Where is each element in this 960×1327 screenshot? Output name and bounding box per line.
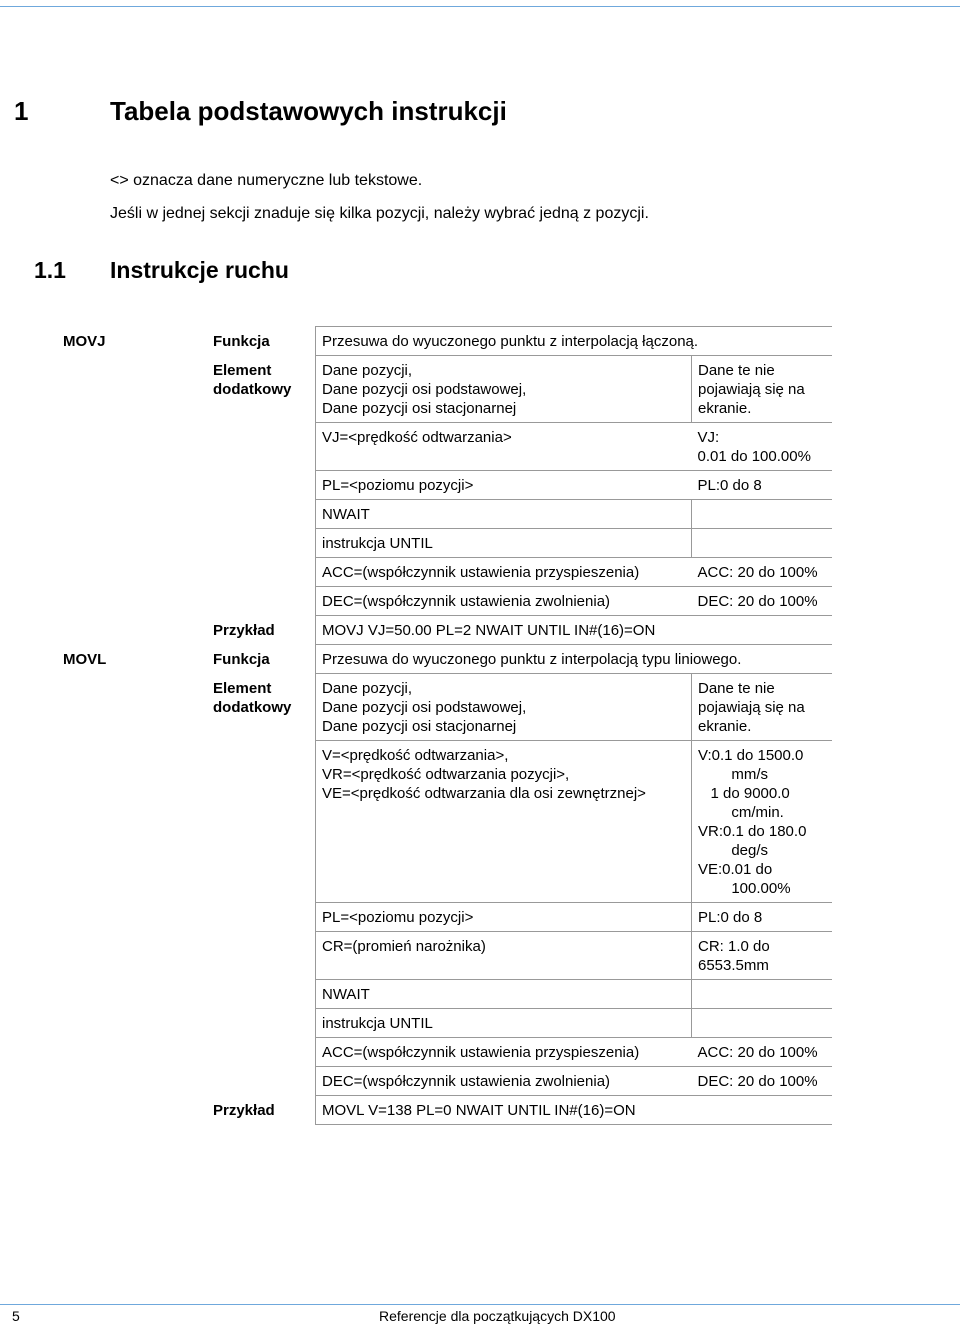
element-range: DEC: 20 do 100% xyxy=(692,1067,833,1096)
element-range: DEC: 20 do 100% xyxy=(692,587,833,616)
footer-page-number: 5 xyxy=(12,1308,20,1324)
label-element: Element dodatkowy xyxy=(208,356,316,616)
top-rule xyxy=(0,6,960,7)
element-range: V:0.1 do 1500.0 mm/s 1 do 9000.0 cm/min. VR:0.1 do 180.0 deg/s VE:0.01 do 100.00% xyxy=(692,741,833,903)
element-range: Dane te nie pojawiają się na ekranie. xyxy=(692,356,833,423)
element-desc: NWAIT xyxy=(316,500,692,529)
element-desc: V=<prędkość odtwarzania>, VR=<prędkość odtwarzania pozycji>, VE=<prędkość odtwarzania dla osi zewnętrznej> xyxy=(316,741,692,903)
element-desc: DEC=(współczynnik ustawienia zwolnienia) xyxy=(316,587,692,616)
element-desc: DEC=(współczynnik ustawienia zwolnienia) xyxy=(316,1067,692,1096)
intro-line-2: Jeśli w jednej sekcji znaduje się kilka pozycji, należy wybrać jedną z pozycji. xyxy=(110,205,649,222)
element-desc: Dane pozycji, Dane pozycji osi podstawowej, Dane pozycji osi stacjonarnej xyxy=(316,674,692,741)
element-range: PL:0 do 8 xyxy=(692,903,833,932)
intro-line-1: <> oznacza dane numeryczne lub tekstowe. xyxy=(110,172,423,189)
label-funkcja: Funkcja xyxy=(208,645,316,674)
label-funkcja: Funkcja xyxy=(208,327,316,356)
example-text: MOVL V=138 PL=0 NWAIT UNTIL IN#(16)=ON xyxy=(316,1096,833,1125)
element-desc: PL=<poziomu pozycji> xyxy=(316,471,692,500)
instructions-table xyxy=(58,326,832,1125)
bottom-rule xyxy=(0,1304,960,1305)
element-range: Dane te nie pojawiają się na ekranie. xyxy=(692,674,833,741)
element-range xyxy=(692,1009,833,1038)
example-text: MOVJ VJ=50.00 PL=2 NWAIT UNTIL IN#(16)=ON xyxy=(316,616,833,645)
label-przyklad: Przykład xyxy=(208,616,316,645)
function-desc: Przesuwa do wyuczonego punktu z interpolacją łączoną. xyxy=(316,327,833,356)
element-range: ACC: 20 do 100% xyxy=(692,558,833,587)
page-title-text: Tabela podstawowych instrukcji xyxy=(110,96,507,126)
element-desc: instrukcja UNTIL xyxy=(316,529,692,558)
element-desc: NWAIT xyxy=(316,980,692,1009)
instr-name-movl: MOVL xyxy=(63,650,107,668)
table-row xyxy=(58,327,832,356)
element-range: PL:0 do 8 xyxy=(692,471,833,500)
label-przyklad: Przykład xyxy=(208,1096,316,1125)
element-desc: CR=(promień narożnika) xyxy=(316,932,692,980)
element-range xyxy=(692,980,833,1009)
footer-title: Referencje dla początkujących DX100 xyxy=(379,1308,616,1324)
function-desc: Przesuwa do wyuczonego punktu z interpolacją typu liniowego. xyxy=(316,645,833,674)
element-desc: VJ=<prędkość odtwarzania> xyxy=(316,423,692,471)
instr-name-movj: MOVJ xyxy=(63,332,106,350)
element-range: ACC: 20 do 100% xyxy=(692,1038,833,1067)
element-desc: ACC=(współczynnik ustawienia przyspieszenia) xyxy=(316,1038,692,1067)
element-desc: instrukcja UNTIL xyxy=(316,1009,692,1038)
element-range xyxy=(692,500,833,529)
element-desc: ACC=(współczynnik ustawienia przyspieszenia) xyxy=(316,558,692,587)
label-element: Element dodatkowy xyxy=(208,674,316,1096)
element-desc: Dane pozycji, Dane pozycji osi podstawowej, Dane pozycji osi stacjonarnej xyxy=(316,356,692,423)
element-desc: PL=<poziomu pozycji> xyxy=(316,903,692,932)
element-range xyxy=(692,529,833,558)
element-range: CR: 1.0 do 6553.5mm xyxy=(692,932,833,980)
page-title-number: 1 xyxy=(14,96,29,126)
section-title-text: Instrukcje ruchu xyxy=(110,257,289,283)
element-range: VJ: 0.01 do 100.00% xyxy=(692,423,833,471)
table-row xyxy=(58,645,832,674)
section-number: 1.1 xyxy=(34,257,66,283)
